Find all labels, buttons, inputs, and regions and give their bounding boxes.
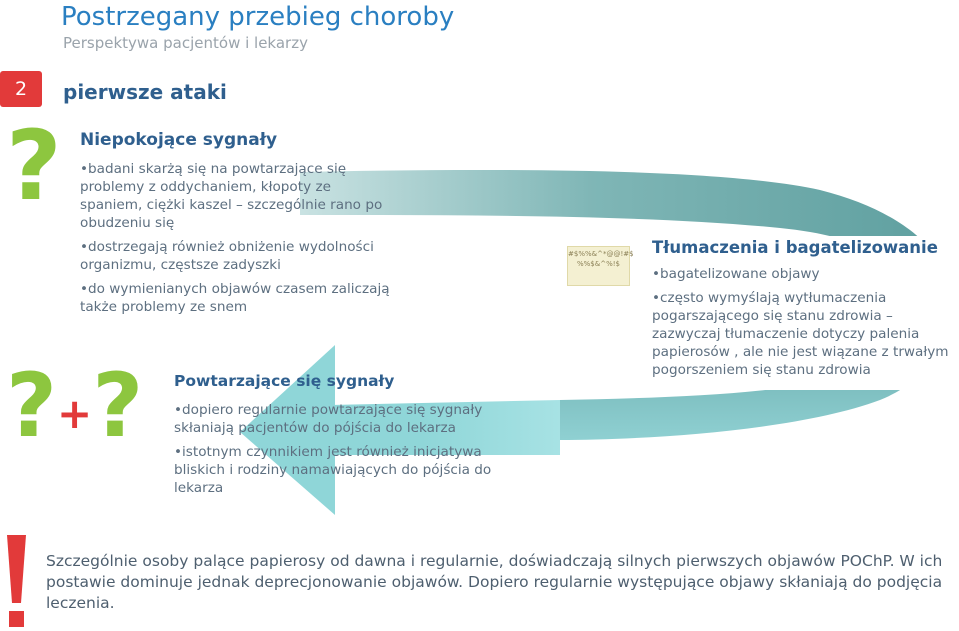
- warning-signals-title: Niepokojące sygnały: [80, 130, 278, 150]
- explanations-title: Tłumaczenia i bagatelizowanie: [652, 238, 938, 257]
- section-title: pierwsze ataki: [63, 80, 227, 104]
- list-item: •dostrzegają również obniżenie wydolności organizmu, częstsze zadyszki: [80, 239, 374, 273]
- stamp-label: #$%%&^*@@!#$ %%$&^%!$: [567, 246, 630, 286]
- question-plus-question-icon: [6, 354, 144, 457]
- list-item: •dopiero regularnie powtarzające się sygnały skłaniają pacjentów do pójścia do lekarza: [174, 402, 483, 436]
- warning-signals-list: [80, 160, 390, 316]
- list-item: •do wymienianych objawów czasem zaliczają także problemy ze snem: [80, 281, 390, 315]
- question-mark-icon: ?: [6, 110, 62, 222]
- explanations-list: [652, 265, 958, 379]
- question-mark-icon: ?: [92, 354, 144, 457]
- list-item: •istotnym czynnikiem jest również inicjatywa bliskich i rodziny namawiających do pójścia do lekarza: [174, 444, 492, 496]
- summary-note: Szczególnie osoby palące papierosy od dawna i regularnie, doświadczają silnych pierwszych objawów POChP. W ich postawie dominuje jednak deprecjonowanie objawów. Dopiero regularnie występujące objawy skłaniają do podjęcia leczenia.: [46, 552, 943, 612]
- repeating-signals-title: Powtarzające się sygnały: [174, 372, 395, 390]
- section-number-badge: 2: [0, 71, 42, 107]
- page-subtitle: Perspektywa pacjentów i lekarzy: [63, 34, 308, 52]
- list-item: •bagatelizowane objawy: [652, 266, 820, 282]
- repeating-signals-box: [174, 372, 504, 503]
- list-item: •często wymyślają wytłumaczenia pogarszającego się stanu zdrowia – zazwyczaj tłumaczenie dotyczy palenia papierosów , ale nie jest wiązane z trwałym pogorszeniem się stanu zdrowia: [652, 290, 949, 378]
- repeating-signals-list: [174, 401, 504, 497]
- exclamation-icon: [4, 535, 29, 631]
- question-mark-icon: ?: [6, 354, 58, 457]
- warning-signals-box: [80, 130, 390, 322]
- list-item: •badani skarżą się na powtarzające się problemy z oddychaniem, kłopoty ze spaniem, ciężki kaszel – szczególnie rano po obudzeniu się: [80, 161, 383, 231]
- explanations-box: [641, 236, 959, 390]
- plus-icon: +: [57, 389, 93, 438]
- page-title: Postrzegany przebieg choroby: [61, 2, 455, 32]
